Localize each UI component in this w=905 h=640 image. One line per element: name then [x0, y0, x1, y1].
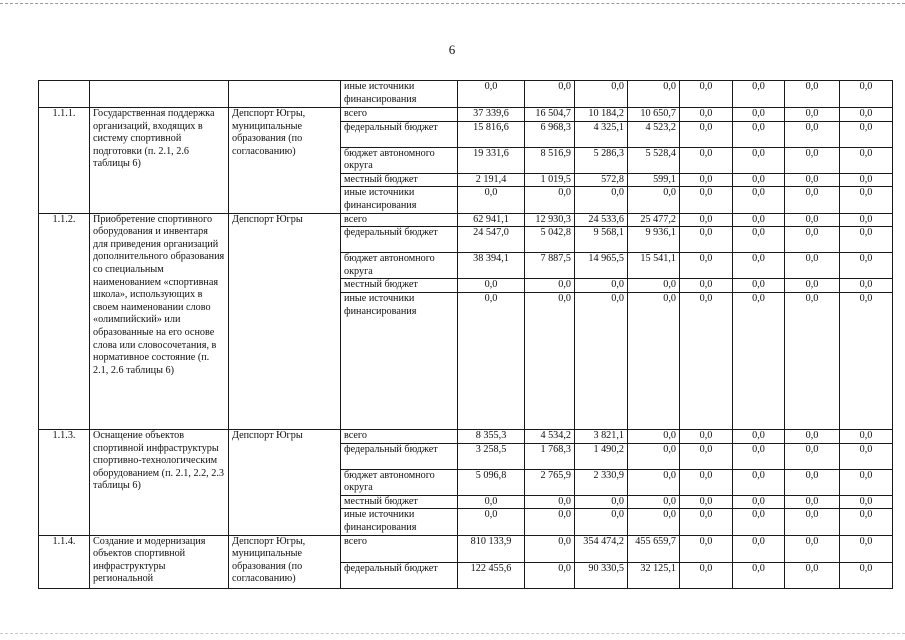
value-cell: 0,0 [785, 173, 840, 187]
value-cell: 0,0 [575, 495, 628, 509]
value-cell: 0,0 [680, 213, 733, 227]
table-row [39, 81, 893, 108]
row-name [90, 81, 229, 108]
value-cell: 1 019,5 [525, 173, 575, 187]
row-executor: Депспорт Югры [229, 429, 341, 535]
value-cell: 0,0 [785, 108, 840, 122]
value-cell: 0,0 [840, 173, 893, 187]
value-cell: 0,0 [458, 279, 525, 293]
page-number: 6 [448, 42, 456, 57]
funding-source: федеральный бюджет [341, 562, 458, 588]
value-cell: 0,0 [785, 562, 840, 588]
value-cell: 0,0 [840, 443, 893, 469]
value-cell: 0,0 [680, 495, 733, 509]
funding-source: местный бюджет [341, 173, 458, 187]
value-cell: 0,0 [733, 108, 785, 122]
value-cell: 0,0 [525, 279, 575, 293]
value-cell: 0,0 [525, 495, 575, 509]
funding-source: иные источники финансирования [341, 187, 458, 213]
row-name: Создание и модернизация объектов спортивной инфраструктуры региональной [90, 535, 229, 588]
row-code: 1.1.2. [39, 213, 90, 429]
value-cell: 0,0 [840, 227, 893, 253]
budget-table [38, 80, 893, 589]
value-cell: 0,0 [840, 253, 893, 279]
value-cell: 0,0 [840, 469, 893, 495]
funding-source: бюджет автономного округа [341, 147, 458, 173]
value-cell: 0,0 [628, 443, 680, 469]
value-cell: 0,0 [680, 187, 733, 213]
value-cell: 0,0 [785, 121, 840, 147]
value-cell: 0,0 [680, 443, 733, 469]
value-cell: 0,0 [575, 509, 628, 535]
value-cell: 455 659,7 [628, 535, 680, 562]
value-cell: 0,0 [785, 292, 840, 429]
value-cell: 0,0 [525, 187, 575, 213]
value-cell: 5 528,4 [628, 147, 680, 173]
value-cell: 10 184,2 [575, 108, 628, 122]
table-row [39, 108, 893, 122]
row-executor: Депспорт Югры [229, 213, 341, 429]
value-cell: 0,0 [733, 495, 785, 509]
value-cell: 0,0 [733, 509, 785, 535]
value-cell: 15 816,6 [458, 121, 525, 147]
value-cell: 0,0 [785, 227, 840, 253]
value-cell: 0,0 [733, 562, 785, 588]
value-cell: 0,0 [680, 81, 733, 108]
value-cell: 122 455,6 [458, 562, 525, 588]
value-cell: 0,0 [733, 429, 785, 443]
value-cell: 0,0 [785, 213, 840, 227]
value-cell: 62 941,1 [458, 213, 525, 227]
value-cell: 9 568,1 [575, 227, 628, 253]
value-cell: 0,0 [680, 121, 733, 147]
value-cell: 38 394,1 [458, 253, 525, 279]
value-cell: 0,0 [680, 253, 733, 279]
value-cell: 0,0 [733, 81, 785, 108]
value-cell: 0,0 [575, 279, 628, 293]
value-cell: 0,0 [785, 469, 840, 495]
value-cell: 810 133,9 [458, 535, 525, 562]
value-cell: 0,0 [840, 81, 893, 108]
value-cell: 10 650,7 [628, 108, 680, 122]
value-cell: 0,0 [525, 81, 575, 108]
value-cell: 0,0 [628, 279, 680, 293]
value-cell: 0,0 [785, 279, 840, 293]
value-cell: 2 330,9 [575, 469, 628, 495]
value-cell: 0,0 [680, 562, 733, 588]
value-cell: 3 821,1 [575, 429, 628, 443]
value-cell: 0,0 [840, 429, 893, 443]
value-cell: 0,0 [733, 443, 785, 469]
value-cell: 0,0 [628, 495, 680, 509]
funding-source: федеральный бюджет [341, 121, 458, 147]
value-cell: 12 930,3 [525, 213, 575, 227]
funding-source: иные источники финансирования [341, 292, 458, 429]
value-cell: 0,0 [458, 292, 525, 429]
value-cell: 4 534,2 [525, 429, 575, 443]
row-code [39, 81, 90, 108]
value-cell: 37 339,6 [458, 108, 525, 122]
value-cell: 0,0 [785, 429, 840, 443]
value-cell: 0,0 [840, 535, 893, 562]
value-cell: 0,0 [458, 495, 525, 509]
value-cell: 5 042,8 [525, 227, 575, 253]
value-cell: 0,0 [785, 81, 840, 108]
table-row [39, 429, 893, 443]
scan-edge-bottom [0, 633, 905, 634]
value-cell: 90 330,5 [575, 562, 628, 588]
value-cell: 0,0 [525, 535, 575, 562]
row-code: 1.1.4. [39, 535, 90, 588]
funding-source: местный бюджет [341, 495, 458, 509]
value-cell: 0,0 [840, 562, 893, 588]
value-cell: 3 258,5 [458, 443, 525, 469]
value-cell: 0,0 [628, 429, 680, 443]
value-cell: 0,0 [680, 429, 733, 443]
value-cell: 0,0 [680, 147, 733, 173]
scan-edge-top [0, 3, 905, 4]
row-executor: Депспорт Югры, муниципальные образования (по согласованию) [229, 108, 341, 214]
value-cell: 0,0 [840, 495, 893, 509]
table-row [39, 535, 893, 562]
funding-source: бюджет автономного округа [341, 469, 458, 495]
value-cell: 4 523,2 [628, 121, 680, 147]
funding-source: всего [341, 535, 458, 562]
row-name: Государственная поддержка организаций, входящих в систему спортивной подготовки (п. 2.1, 2.6 таблицы 6) [90, 108, 229, 214]
value-cell: 0,0 [628, 292, 680, 429]
value-cell: 0,0 [680, 509, 733, 535]
value-cell: 9 936,1 [628, 227, 680, 253]
value-cell: 0,0 [785, 495, 840, 509]
value-cell: 0,0 [680, 292, 733, 429]
value-cell: 0,0 [575, 187, 628, 213]
value-cell: 0,0 [680, 535, 733, 562]
value-cell: 0,0 [628, 187, 680, 213]
row-executor [229, 81, 341, 108]
funding-source: всего [341, 213, 458, 227]
value-cell: 8 355,3 [458, 429, 525, 443]
value-cell: 0,0 [733, 292, 785, 429]
row-name: Оснащение объектов спортивной инфраструктуры спортивно-технологическим оборудованием (п. 2.1, 2.2, 2.3 таблицы 6) [90, 429, 229, 535]
table-row [39, 213, 893, 227]
value-cell: 0,0 [628, 81, 680, 108]
value-cell: 24 547,0 [458, 227, 525, 253]
value-cell: 0,0 [840, 213, 893, 227]
value-cell: 0,0 [733, 213, 785, 227]
value-cell: 0,0 [525, 562, 575, 588]
value-cell: 0,0 [680, 108, 733, 122]
value-cell: 0,0 [840, 121, 893, 147]
funding-source: иные источники финансирования [341, 509, 458, 535]
value-cell: 0,0 [733, 469, 785, 495]
funding-source: федеральный бюджет [341, 443, 458, 469]
row-name: Приобретение спортивного оборудования и инвентаря для приведения организаций дополнительного образования со специальным наименованием «спортивная школа», использующих в своем наименовании слово «олимпийский» или образованные на его основе слова или словосочетания, в нормативное состояние (п. 2.1, 2.6 таблицы 6) [90, 213, 229, 429]
value-cell: 0,0 [785, 509, 840, 535]
row-executor: Депспорт Югры, муниципальные образования (по согласованию) [229, 535, 341, 588]
funding-source: всего [341, 108, 458, 122]
value-cell: 0,0 [458, 509, 525, 535]
value-cell: 0,0 [628, 469, 680, 495]
value-cell: 0,0 [733, 147, 785, 173]
value-cell: 14 965,5 [575, 253, 628, 279]
value-cell: 0,0 [785, 187, 840, 213]
value-cell: 0,0 [840, 509, 893, 535]
value-cell: 24 533,6 [575, 213, 628, 227]
value-cell: 0,0 [733, 535, 785, 562]
row-code: 1.1.3. [39, 429, 90, 535]
value-cell: 0,0 [840, 292, 893, 429]
funding-source: всего [341, 429, 458, 443]
value-cell: 6 968,3 [525, 121, 575, 147]
value-cell: 7 887,5 [525, 253, 575, 279]
value-cell: 0,0 [785, 253, 840, 279]
funding-source: федеральный бюджет [341, 227, 458, 253]
value-cell: 32 125,1 [628, 562, 680, 588]
value-cell: 19 331,6 [458, 147, 525, 173]
value-cell: 0,0 [733, 227, 785, 253]
value-cell: 599,1 [628, 173, 680, 187]
value-cell: 0,0 [733, 187, 785, 213]
value-cell: 0,0 [525, 292, 575, 429]
row-code: 1.1.1. [39, 108, 90, 214]
value-cell: 0,0 [733, 279, 785, 293]
value-cell: 25 477,2 [628, 213, 680, 227]
funding-source: бюджет автономного округа [341, 253, 458, 279]
value-cell: 0,0 [785, 443, 840, 469]
value-cell: 0,0 [680, 469, 733, 495]
funding-source: иные источники финансирования [341, 81, 458, 108]
value-cell: 0,0 [680, 279, 733, 293]
value-cell: 0,0 [628, 509, 680, 535]
value-cell: 0,0 [575, 292, 628, 429]
value-cell: 0,0 [525, 509, 575, 535]
value-cell: 0,0 [840, 108, 893, 122]
value-cell: 0,0 [458, 187, 525, 213]
value-cell: 0,0 [680, 173, 733, 187]
value-cell: 8 516,9 [525, 147, 575, 173]
value-cell: 0,0 [680, 227, 733, 253]
value-cell: 1 768,3 [525, 443, 575, 469]
value-cell: 0,0 [733, 253, 785, 279]
funding-source: местный бюджет [341, 279, 458, 293]
value-cell: 0,0 [840, 147, 893, 173]
value-cell: 0,0 [575, 81, 628, 108]
value-cell: 0,0 [785, 535, 840, 562]
value-cell: 572,8 [575, 173, 628, 187]
value-cell: 2 191,4 [458, 173, 525, 187]
value-cell: 0,0 [733, 121, 785, 147]
value-cell: 0,0 [840, 187, 893, 213]
value-cell: 2 765,9 [525, 469, 575, 495]
value-cell: 15 541,1 [628, 253, 680, 279]
value-cell: 5 096,8 [458, 469, 525, 495]
value-cell: 0,0 [733, 173, 785, 187]
value-cell: 0,0 [840, 279, 893, 293]
value-cell: 0,0 [458, 81, 525, 108]
value-cell: 0,0 [785, 147, 840, 173]
value-cell: 1 490,2 [575, 443, 628, 469]
value-cell: 354 474,2 [575, 535, 628, 562]
value-cell: 16 504,7 [525, 108, 575, 122]
value-cell: 4 325,1 [575, 121, 628, 147]
value-cell: 5 286,3 [575, 147, 628, 173]
